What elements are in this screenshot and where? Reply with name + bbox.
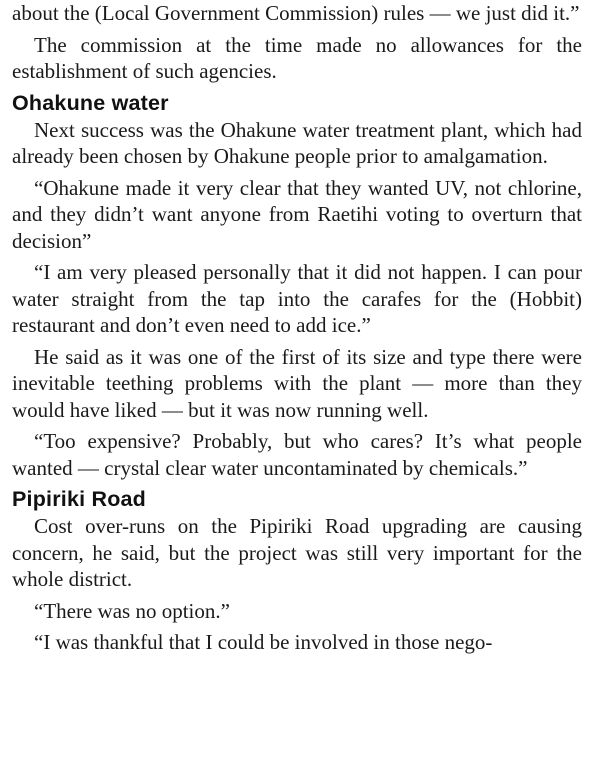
paragraph: “I am very pleased personally that it did not happen. I can pour water straight from the tap into the carafes for the (Hobbit) restaurant and don’t even need to add ice.” bbox=[12, 260, 582, 337]
paragraph: The commission at the time made no allowances for the establishment of such agencies. bbox=[12, 32, 582, 83]
paragraph: “I was thankful that I could be involved in those nego- bbox=[34, 630, 493, 654]
paragraph: “There was no option.” bbox=[34, 598, 230, 623]
section-heading-pipiriki-road: Pipiriki Road bbox=[12, 487, 147, 511]
paragraph-continued: about the (Local Government Commission) rules — we just did it.” bbox=[12, 1, 580, 25]
section-heading-ohakune-water: Ohakune water bbox=[12, 90, 169, 115]
paragraph: He said as it was one of the first of its size and type there were inevitable teething problems with the plant — more than they would have liked — but it was now running well. bbox=[12, 344, 582, 422]
paragraph: Cost over-runs on the Pipiriki Road upgrading are causing concern, he said, but the project was still very important for the whole district. bbox=[12, 514, 582, 591]
article-column bbox=[12, 0, 582, 776]
paragraph: “Too expensive? Probably, but who cares? It’s what people wanted — crystal clear water uncontaminated by chemicals.” bbox=[12, 429, 582, 480]
paragraph: Next success was the Ohakune water treatment plant, which had already been chosen by Ohakune people prior to amalgamation. bbox=[12, 117, 582, 168]
paragraph: “Ohakune made it very clear that they wanted UV, not chlorine, and they didn’t want anyone from Raetihi voting to overturn that decision” bbox=[12, 175, 582, 253]
